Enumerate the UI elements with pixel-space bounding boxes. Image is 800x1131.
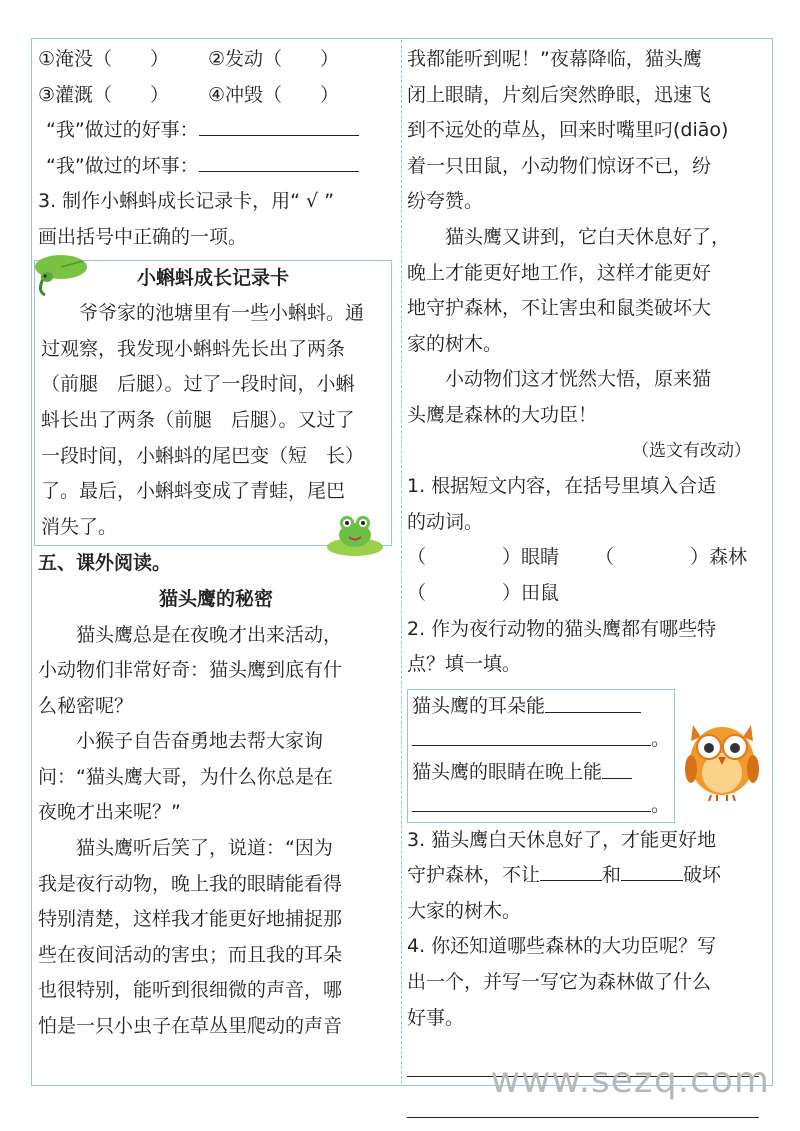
column-divider [401,40,402,1084]
q3-blank-1[interactable] [540,858,602,881]
eye-answer-line[interactable] [602,756,632,779]
ear-answer-line-2[interactable] [412,723,651,746]
eye-label: 猫头鹰的眼睛在晚上能 [412,760,603,783]
left-column [38,42,394,1045]
q3-text: 3. 猫头鹰白天休息好了，才能更好地 [407,828,717,851]
vocab-item: ①淹没（ ） [38,48,170,70]
q4-text: 好事。 [407,1006,465,1029]
q1-text: 1. 根据短文内容，在括号里填入合适 [407,475,717,498]
story-line: 小动物们非常好奇：猫头鹰到底有什 [38,659,343,682]
tadpole-record-card [34,260,392,547]
q1-text: 的动词。 [407,510,484,533]
q3-text: 和 [602,864,622,887]
bad-deed-row [38,149,394,185]
story-text-right [407,42,767,434]
story-line: 怕是一只小虫子在草丛里爬动的声音 [38,1015,343,1038]
ear-label: 猫头鹰的耳朵能 [412,694,546,717]
q1-blank-row [407,576,767,612]
story-line: 纷夸赞。 [407,190,484,213]
story-line: 猫头鹰又讲到，它白天休息好了， [445,225,731,248]
q2-text: 2. 作为夜行动物的猫头鹰都有哪些特 [407,617,717,640]
card-line: 消失了。 [41,515,118,538]
story-line: 特别清楚，这样我才能更好地捕捉那 [38,908,343,931]
q3-text: 守护森林，不让 [407,864,541,887]
story-line: 着一只田鼠，小动物们惊讶不已，纷 [407,154,712,177]
story-text-left [38,618,394,1045]
story-line: 家的树木。 [407,332,503,355]
owl-icon [679,711,765,801]
story-line: 闭上眼睛，片刻后突然睁眼，迅速飞 [407,83,712,106]
vocab-item: ②发动（ ） [208,48,340,70]
story-line: 也很特别，能听到很细微的声音，哪 [38,979,343,1002]
story-line: 到不远处的草丛，回来时嘴里叼(diāo) [407,119,729,142]
card-title: 小蝌蚪成长记录卡 [136,266,289,289]
q1-blank-mouse[interactable]: （ ）田鼠 [407,581,560,604]
eye-answer-line-2[interactable] [412,789,651,812]
section-heading: 五、课外阅读。 [38,552,172,575]
story-title: 猫头鹰的秘密 [158,587,273,610]
vocab-item: ③灌溉（ ） [38,83,170,106]
card-line: 蚪长出了两条（前腿 后腿）。又过了 [41,408,355,431]
right-column [407,42,767,1118]
q3-text: 画出括号中正确的一项。 [38,225,248,248]
story-line: 猫头鹰听后笑了，说道：“因为 [76,837,333,860]
ear-row [412,690,670,723]
q3-fill-row [407,858,767,894]
q2-fill-box [407,689,675,823]
q1-blank-row [407,540,767,576]
story-line: 地守护森林，不让害虫和鼠类破坏大 [407,297,712,320]
good-deed-row [38,113,394,149]
period: 。 [650,793,670,816]
story-line: 小猴子自告奋勇地去帮大家询 [76,730,324,753]
vocab-row-2 [38,78,394,114]
q4-text: 4. 你还知道哪些森林的大功臣呢？写 [407,935,717,958]
vocab-item: ④冲毁（ ） [208,83,340,106]
story-line: 我是夜行动物，晚上我的眼睛能看得 [38,872,343,895]
ear-row-2 [412,723,670,756]
q2-text: 点？填一填。 [407,653,522,676]
story-line: 问：“猫头鹰大哥，为什么你总是在 [38,765,333,788]
story-line: 猫头鹰总是在夜晚才出来活动， [76,623,343,646]
bad-deed-label: “我”做过的坏事： [46,154,199,177]
q3-text: 破坏 [683,864,722,887]
watermark: www.sezq.com [490,1060,770,1101]
q3-text: 大家的树木。 [407,899,522,922]
q2-area [407,689,767,823]
story-line: 晚上才能更好地工作，这样才能更好 [407,261,712,284]
story-line: 些在夜间活动的害虫；而且我的耳朵 [38,943,343,966]
story-line: 我都能听到呢！”夜幕降临，猫头鹰 [407,48,702,70]
card-line: 一段时间，小蝌蚪的尾巴变（短 长） [41,444,365,467]
source-note: （选文有改动） [632,440,751,461]
q1-blank-forest[interactable]: （ ）森林 [595,546,748,569]
q3-text: 3. 制作小蝌蚪成长记录卡，用“ √ ” [38,190,335,213]
story-line: 夜晚才出来呢？” [38,801,181,824]
bad-deed-answer-line[interactable] [199,149,359,172]
tadpole-leaf-icon [31,251,87,297]
q4-text: 出一个，并写一写它为森林做了什么 [407,971,712,994]
frog-icon [325,507,385,557]
good-deed-label: “我”做过的好事： [46,119,199,142]
vocab-row-1 [38,42,394,78]
story-line: 么秘密呢？ [38,694,134,717]
card-line: 爷爷家的池塘里有一些小蝌蚪。通 [79,302,365,325]
eye-row-2 [412,789,670,822]
story-line: 头鹰是森林的大功臣！ [407,403,598,426]
story-line: 小动物们这才恍然大悟，原来猫 [445,368,712,391]
card-line: 过观察，我发现小蝌蚪先长出了两条 [41,337,346,360]
good-deed-answer-line[interactable] [199,113,359,136]
card-line: （前腿 后腿）。过了一段时间，小蝌 [41,373,355,396]
ear-answer-line[interactable] [545,690,641,713]
period: 。 [650,727,670,750]
eye-row [412,756,670,789]
q3-blank-2[interactable] [621,858,683,881]
card-line: 了。最后，小蝌蚪变成了青蛙，尾巴 [41,480,346,503]
q1-blank-eyes[interactable]: （ ）眼睛 [407,546,560,569]
